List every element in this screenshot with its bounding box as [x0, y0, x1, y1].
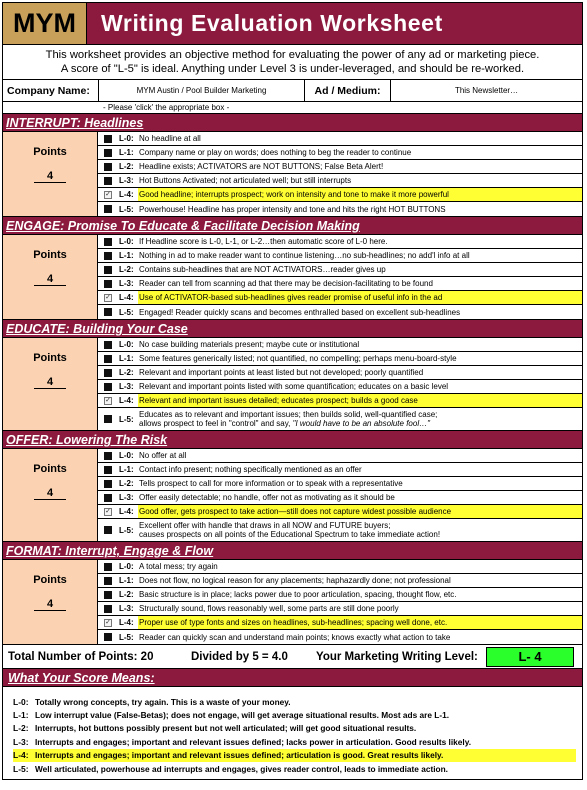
level-text-block [139, 521, 440, 539]
meaning-title: What Your Score Means: [3, 669, 582, 687]
level-code: L-3: [119, 176, 134, 185]
level-checkbox[interactable] [104, 266, 112, 274]
meaning-code: L-1: [13, 710, 29, 721]
company-label: Company Name: [3, 80, 99, 101]
level-checkbox[interactable]: ✓ [105, 507, 111, 515]
points-label: Points [33, 146, 67, 158]
level-text: Does not flow, no logical reason for any placements; haphazardly done; not professional [139, 576, 451, 585]
level-text: Reader can quickly scan and understand main points; knows exactly what action to take [139, 632, 451, 642]
level-code: L-1: [119, 148, 134, 157]
level-row [98, 202, 582, 216]
level-checkbox-cell [98, 146, 118, 159]
points-label: Points [33, 249, 67, 261]
level-code: L-4: [119, 396, 134, 405]
level-code: L-2: [119, 162, 134, 171]
level-checkbox-cell [98, 463, 118, 476]
points-panel [3, 235, 98, 319]
points-value[interactable]: 4 [34, 170, 66, 183]
level-row [98, 235, 582, 249]
level-text: Relevant and important points listed with some quantification; educates on a basic level [139, 382, 449, 391]
level-row [98, 588, 582, 602]
level-checkbox-cell [98, 202, 118, 216]
level-text: Good offer, gets prospect to take action—still does not capture widest possible audience [138, 505, 582, 518]
section-body [3, 338, 582, 431]
level-row [98, 263, 582, 277]
section-title: FORMAT: Interrupt, Engage & Flow [3, 542, 582, 560]
level-text: Company name or play on words; does nothing to beg the reader to continue [139, 148, 412, 157]
points-value[interactable]: 4 [34, 273, 66, 286]
level-code: L-5: [119, 414, 134, 424]
level-text: Headline exists; ACTIVATORS are NOT BUTTONS; False Beta Alert! [139, 162, 384, 171]
level-list [98, 235, 582, 319]
level-row [98, 160, 582, 174]
level-row [98, 505, 582, 519]
level-text-line: Excellent offer with handle that draws in all NOW and FUTURE buyers; [139, 521, 391, 530]
level-checkbox-cell [98, 602, 118, 615]
level-checkbox-cell [98, 616, 118, 629]
level-text: No headline at all [139, 134, 201, 143]
level-code: L-2: [119, 479, 134, 488]
level-code: L-1: [119, 576, 134, 585]
meaning-text: Interrupts and engages; important and relevant issues defined; lacks power in articulation. Good results likely. [35, 736, 471, 747]
points-label: Points [33, 574, 67, 586]
section-body [3, 449, 582, 542]
level-checkbox[interactable] [104, 341, 112, 349]
meaning-text: Interrupts, hot buttons possibly present but not well articulated; will get good situational results. [35, 723, 417, 734]
level-text: Good headline; interrupts prospect; work on intensity and tone to make it more powerful [138, 188, 582, 201]
level-row [98, 174, 582, 188]
level-text [138, 408, 582, 430]
company-field[interactable]: MYM Austin / Pool Builder Marketing [99, 80, 305, 101]
meaning-list [3, 687, 582, 779]
level-row [98, 519, 582, 541]
section-title: OFFER: Lowering The Risk [3, 431, 582, 449]
section-title: ENGAGE: Promise To Educate & Facilitate Decision Making [3, 217, 582, 235]
level-row [98, 394, 582, 408]
level-label: Your Marketing Writing Level: [316, 650, 478, 663]
section-title: EDUCATE: Building Your Case [3, 320, 582, 338]
meaning-code: L-3: [13, 736, 29, 747]
meaning-text: Interrupts and engages; important and relevant issues defined; articulation is good. Great results likely. [35, 750, 444, 761]
level-checkbox[interactable] [104, 238, 112, 246]
level-code: L-0: [119, 562, 134, 571]
level-text: Engaged! Reader quickly scans and becomes enthralled based on excellent sub-headlines [139, 307, 461, 317]
worksheet [2, 2, 583, 780]
level-text-line [139, 419, 437, 428]
level-checkbox[interactable]: ✓ [105, 396, 111, 404]
level-checkbox[interactable] [104, 149, 112, 157]
level-row [98, 616, 582, 630]
intro-line: A score of "L-5" is ideal. Anything under Level 3 is under-leveraged, and should be re-worked. [60, 63, 525, 75]
level-text: Some features generically listed; not quantified, no compelling; perhaps menu-board-style [139, 354, 457, 363]
level-checkbox[interactable] [104, 308, 112, 316]
points-value[interactable]: 4 [34, 487, 66, 500]
level-text: Use of ACTIVATOR-based sub-headlines gives reader promise of useful info in the ad [138, 291, 582, 304]
section-body [3, 235, 582, 320]
level-code: L-0: [119, 451, 134, 460]
level-text: A total mess; try again [139, 562, 218, 571]
level-code: L-5: [119, 204, 134, 214]
level-checkbox[interactable] [104, 563, 112, 571]
level-code: L-3: [119, 279, 134, 288]
section-body [3, 560, 582, 645]
level-row [98, 477, 582, 491]
level-text: Relevant and important points at least listed but not developed; poorly quantified [139, 368, 424, 377]
level-checkbox[interactable] [104, 633, 112, 641]
sections [3, 114, 582, 645]
points-panel [3, 449, 98, 541]
level-checkbox[interactable] [104, 383, 112, 391]
total-points: Total Number of Points: 20 [8, 650, 154, 663]
level-checkbox[interactable] [104, 466, 112, 474]
level-list [98, 338, 582, 430]
level-checkbox[interactable] [104, 605, 112, 613]
level-text: Reader can tell from scanning ad that there may be decision-facilitating to be found [139, 279, 433, 288]
level-checkbox[interactable] [104, 205, 112, 213]
level-row [98, 574, 582, 588]
level-code: L-1: [119, 354, 134, 363]
level-text-line: Educates as to relevant and important issues; then builds solid, well-quantified case; [139, 410, 438, 419]
level-row [98, 146, 582, 160]
level-checkbox-cell [98, 574, 118, 587]
medium-field[interactable]: This Newsletter… [454, 86, 519, 95]
section-body [3, 132, 582, 217]
level-text: Nothing in ad to make reader want to continue listening…no sub-headlines; no add'l info at all [139, 251, 470, 260]
level-code: L-1: [119, 465, 134, 474]
points-label: Points [33, 463, 67, 475]
level-text: Tells prospect to call for more information or to speak with a representative [139, 479, 403, 488]
level-row [98, 338, 582, 352]
level-checkbox[interactable] [104, 252, 112, 260]
level-checkbox[interactable] [104, 369, 112, 377]
level-checkbox-cell [98, 263, 118, 276]
level-text: Contains sub-headlines that are NOT ACTIVATORS…reader gives up [139, 265, 386, 274]
level-row [98, 630, 582, 644]
level-text: If Headline score is L-0, L-1, or L-2…then automatic score of L-0 here. [139, 237, 388, 246]
level-code: L-0: [119, 237, 134, 246]
instructions: - Please 'click' the appropriate box - [3, 102, 582, 114]
level-checkbox[interactable]: ✓ [105, 618, 111, 626]
level-code: L-4: [119, 190, 134, 199]
level-code: L-4: [119, 293, 134, 302]
intro-line: This worksheet provides an objective method for evaluating the power of any ad or marketing piece. [45, 49, 540, 61]
level-code: L-4: [119, 507, 134, 516]
level-row [98, 132, 582, 146]
level-checkbox-cell [98, 249, 118, 262]
level-code: L-3: [119, 382, 134, 391]
level-code: L-0: [119, 134, 134, 143]
level-text: Offer easily detectable; no handle, offer not as motivating as it should be [139, 493, 395, 502]
level-list [98, 560, 582, 644]
level-checkbox[interactable] [104, 577, 112, 585]
level-checkbox-cell [98, 174, 118, 187]
level-checkbox[interactable] [104, 415, 112, 423]
level-checkbox[interactable] [104, 280, 112, 288]
level-checkbox-cell [98, 366, 118, 379]
level-row [98, 352, 582, 366]
level-code: L-3: [119, 493, 134, 502]
level-code: L-5: [119, 307, 134, 317]
meaning-code: L-0: [13, 696, 29, 707]
points-panel [3, 560, 98, 644]
level-checkbox[interactable] [104, 526, 112, 534]
level-checkbox-cell [98, 291, 118, 304]
level-checkbox-cell [98, 408, 118, 430]
level-checkbox-cell [98, 491, 118, 504]
meaning-row [13, 762, 576, 775]
meaning-row [13, 735, 576, 748]
level-row [98, 305, 582, 319]
level-checkbox[interactable] [104, 163, 112, 171]
level-text: Basic structure is in place; lacks power due to poor articulation, spacing, thought flow, etc. [139, 590, 457, 599]
level-text-quote: "I would have to be an absolute fool…" [292, 419, 430, 428]
level-text-part: causes prospects on all points of the Educational Spectrum to take immediate action! [139, 530, 441, 539]
level-result: L- 4 [486, 647, 574, 667]
meaning-text: Totally wrong concepts, try again. This is a waste of your money. [35, 696, 291, 707]
level-row [98, 366, 582, 380]
meaning-code: L-5: [13, 763, 29, 774]
company-row [3, 80, 582, 102]
level-row [98, 249, 582, 263]
level-text-part: allows prospect to feel in "control" and say, [139, 419, 293, 428]
level-row [98, 560, 582, 574]
points-label: Points [33, 352, 67, 364]
level-row [98, 602, 582, 616]
totals-row [3, 645, 582, 669]
level-code: L-0: [119, 340, 134, 349]
intro [3, 45, 582, 80]
level-row [98, 291, 582, 305]
level-code: L-2: [119, 368, 134, 377]
level-text: Powerhouse! Headline has proper intensity and tone and hits the right HOT BUTTONS [139, 204, 446, 214]
level-checkbox[interactable] [104, 480, 112, 488]
level-text-line [139, 530, 440, 539]
level-checkbox-cell [98, 588, 118, 601]
level-list [98, 449, 582, 541]
level-row [98, 380, 582, 394]
points-value[interactable]: 4 [34, 376, 66, 389]
level-text: Proper use of type fonts and sizes on headlines, sub-headlines; spacing well done, etc. [138, 616, 582, 629]
page-title: Writing Evaluation Worksheet [87, 3, 582, 44]
level-checkbox-cell [98, 160, 118, 173]
level-checkbox-cell [98, 188, 118, 201]
level-checkbox-cell [98, 560, 118, 573]
level-checkbox[interactable]: ✓ [105, 190, 111, 198]
level-text [138, 519, 582, 541]
level-code: L-1: [119, 251, 134, 260]
meaning-row [13, 722, 576, 735]
level-checkbox-cell [98, 305, 118, 319]
level-checkbox-cell [98, 352, 118, 365]
meaning-code: L-2: [13, 723, 29, 734]
level-checkbox-cell [98, 505, 118, 518]
level-checkbox-cell [98, 519, 118, 541]
meaning-row [13, 749, 576, 762]
level-text: Relevant and important issues detailed; educates prospect; builds a good case [138, 394, 582, 407]
level-row [98, 449, 582, 463]
level-checkbox-cell [98, 235, 118, 248]
divided-by: Divided by 5 = 4.0 [191, 650, 288, 663]
level-checkbox-cell [98, 132, 118, 145]
level-checkbox[interactable] [104, 177, 112, 185]
level-checkbox-cell [98, 338, 118, 351]
level-checkbox[interactable] [104, 355, 112, 363]
points-value[interactable]: 4 [34, 598, 66, 611]
level-checkbox[interactable] [104, 494, 112, 502]
level-row [98, 491, 582, 505]
level-text: No offer at all [139, 451, 187, 460]
points-panel [3, 338, 98, 430]
level-checkbox-cell [98, 394, 118, 407]
meaning-text: Well articulated, powerhouse ad interrupts and engages, gives reader control, leads to immediate action. [35, 763, 448, 774]
level-code: L-2: [119, 265, 134, 274]
meaning-text: Low interrupt value (False-Betas); does not engage, will get average situational results. Most ads are L-1. [35, 710, 450, 721]
level-row [98, 277, 582, 291]
level-checkbox-cell [98, 477, 118, 490]
header [3, 3, 582, 45]
level-checkbox[interactable]: ✓ [105, 293, 111, 301]
level-checkbox-cell [98, 277, 118, 290]
level-row [98, 463, 582, 477]
level-text-block [139, 410, 437, 428]
medium-label: Ad / Medium: [305, 80, 391, 101]
level-text: Contact info present; nothing specifically mentioned as an offer [139, 465, 362, 474]
logo: MYM [3, 3, 87, 44]
level-checkbox-cell [98, 630, 118, 644]
level-code: L-2: [119, 590, 134, 599]
section-title: INTERRUPT: Headlines [3, 114, 582, 132]
level-checkbox[interactable] [104, 591, 112, 599]
meaning-row [13, 708, 576, 721]
level-text: No case building materials present; maybe cute or institutional [139, 340, 360, 349]
level-checkbox[interactable] [104, 452, 112, 460]
meaning-code: L-4: [13, 750, 29, 761]
level-text: Structurally sound, flows reasonably well, some parts are still done poorly [139, 604, 399, 613]
level-code: L-4: [119, 618, 134, 627]
level-text: Hot Buttons Activated; not articulated well; but still interrupts [139, 176, 352, 185]
meaning-row [13, 695, 576, 708]
level-code: L-5: [119, 632, 134, 642]
level-code: L-5: [119, 525, 134, 535]
level-code: L-3: [119, 604, 134, 613]
level-list [98, 132, 582, 216]
level-row [98, 408, 582, 430]
level-checkbox-cell [98, 449, 118, 462]
points-panel [3, 132, 98, 216]
level-checkbox-cell [98, 380, 118, 393]
level-row [98, 188, 582, 202]
level-checkbox[interactable] [104, 135, 112, 143]
